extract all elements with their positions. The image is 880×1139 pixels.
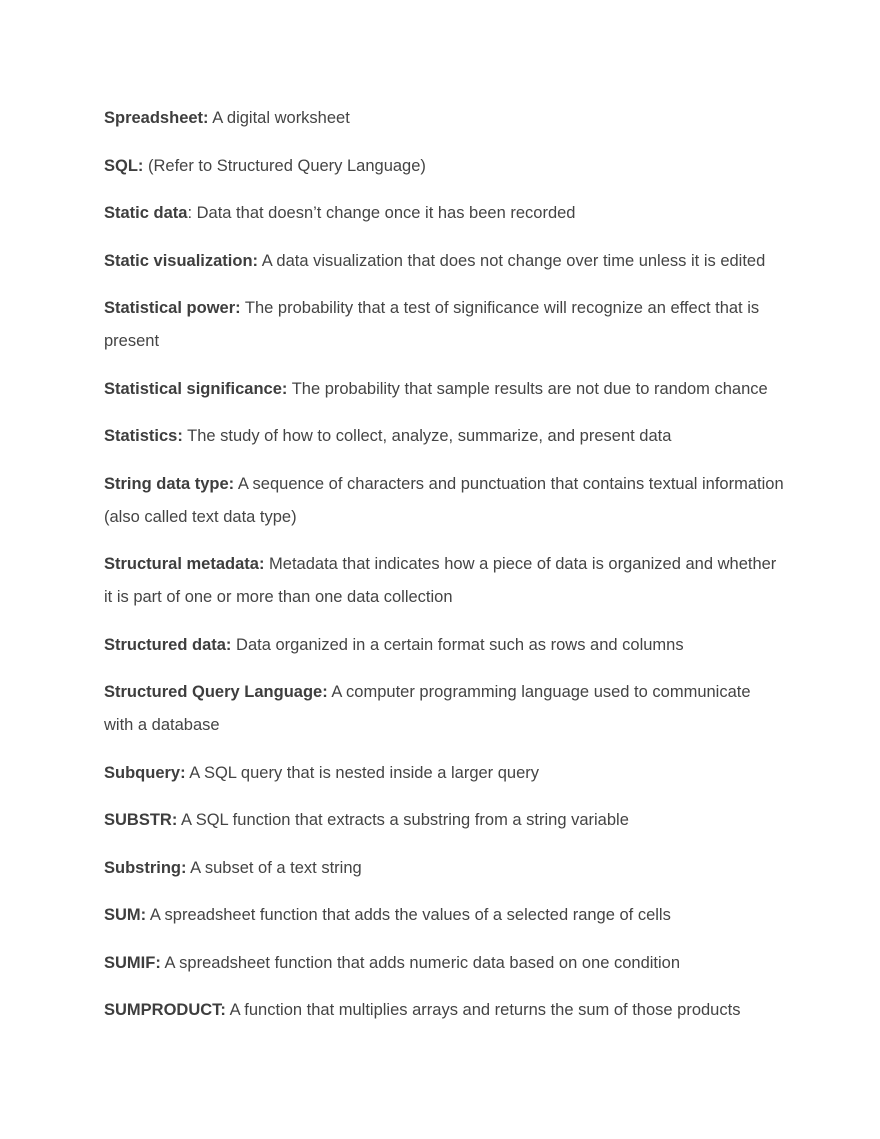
glossary-definition: A sequence of characters and punctuation that contains textual information (also called text data type) — [104, 474, 784, 526]
glossary-entry-substr — [104, 804, 784, 837]
glossary-definition: A digital worksheet — [208, 109, 350, 127]
glossary-definition: A computer programming language used to communicate with a database — [104, 683, 751, 734]
glossary-definition: Metadata that indicates how a piece of data is organized and whether it is part of one or more than one data collection — [104, 555, 777, 606]
glossary-term: SQL: — [104, 156, 144, 175]
glossary-term: Static data — [104, 204, 188, 222]
glossary-entry-statistical-significance — [104, 373, 784, 406]
glossary-term: SUMPRODUCT: — [104, 1001, 226, 1019]
glossary-definition: The probability that sample results are not due to random chance — [287, 379, 768, 398]
glossary-definition: A spreadsheet function that adds the values of a selected range of cells — [146, 906, 671, 924]
glossary-term: Statistical significance: — [104, 379, 288, 398]
glossary-definition: Data organized in a certain format such as rows and columns — [231, 635, 684, 654]
glossary-definition: A SQL function that extracts a substring from a string variable — [177, 811, 629, 829]
glossary-definition: A spreadsheet function that adds numeric data based on one condition — [160, 953, 681, 972]
glossary-term: Statistical power: — [104, 299, 241, 317]
glossary-entry-structured-query-language — [104, 676, 784, 742]
glossary-definition: (Refer to Structured Query Language) — [143, 156, 426, 175]
glossary-entry-static-visualization — [104, 245, 784, 278]
glossary-entry-subquery — [104, 757, 784, 790]
glossary-entry-sumif — [104, 947, 784, 980]
glossary-entry-substring — [104, 852, 784, 885]
glossary-term: Static visualization: — [104, 251, 259, 270]
glossary-entry-sum — [104, 899, 784, 932]
glossary-entry-structural-metadata — [104, 548, 784, 614]
glossary-entry-structured-data — [104, 629, 784, 662]
glossary-definition: The study of how to collect, analyze, summarize, and present data — [182, 427, 672, 445]
glossary-term: String data type: — [104, 474, 235, 493]
glossary-definition: The probability that a test of significance will recognize an effect that is present — [104, 299, 760, 350]
glossary-term: Substring: — [104, 858, 187, 877]
glossary-entry-statistics — [104, 420, 784, 453]
glossary-definition: : Data that doesn’t change once it has been recorded — [187, 204, 576, 222]
glossary-term: SUMIF: — [104, 953, 161, 972]
glossary-term: Subquery: — [104, 763, 186, 782]
glossary-entry-sumproduct — [104, 994, 784, 1027]
glossary-term: Structural metadata: — [104, 555, 265, 573]
glossary-definition: A SQL query that is nested inside a larger query — [185, 763, 540, 782]
glossary-entry-spreadsheet — [104, 102, 784, 135]
glossary-definition: A subset of a text string — [186, 858, 362, 877]
glossary-term: Spreadsheet: — [104, 109, 209, 127]
glossary-term: SUBSTR: — [104, 811, 178, 829]
glossary-entry-string-data-type — [104, 468, 784, 534]
glossary-term: Structured data: — [104, 635, 232, 654]
glossary-entry-static-data — [104, 197, 784, 230]
glossary-term: SUM: — [104, 906, 147, 924]
glossary-list — [104, 102, 784, 1042]
glossary-entry-statistical-power — [104, 292, 784, 358]
glossary-definition: A function that multiplies arrays and returns the sum of those products — [225, 1001, 741, 1019]
glossary-term: Statistics: — [104, 427, 183, 445]
glossary-definition: A data visualization that does not change over time unless it is edited — [258, 251, 766, 270]
glossary-term: Structured Query Language: — [104, 683, 328, 701]
glossary-entry-sql — [104, 150, 784, 183]
